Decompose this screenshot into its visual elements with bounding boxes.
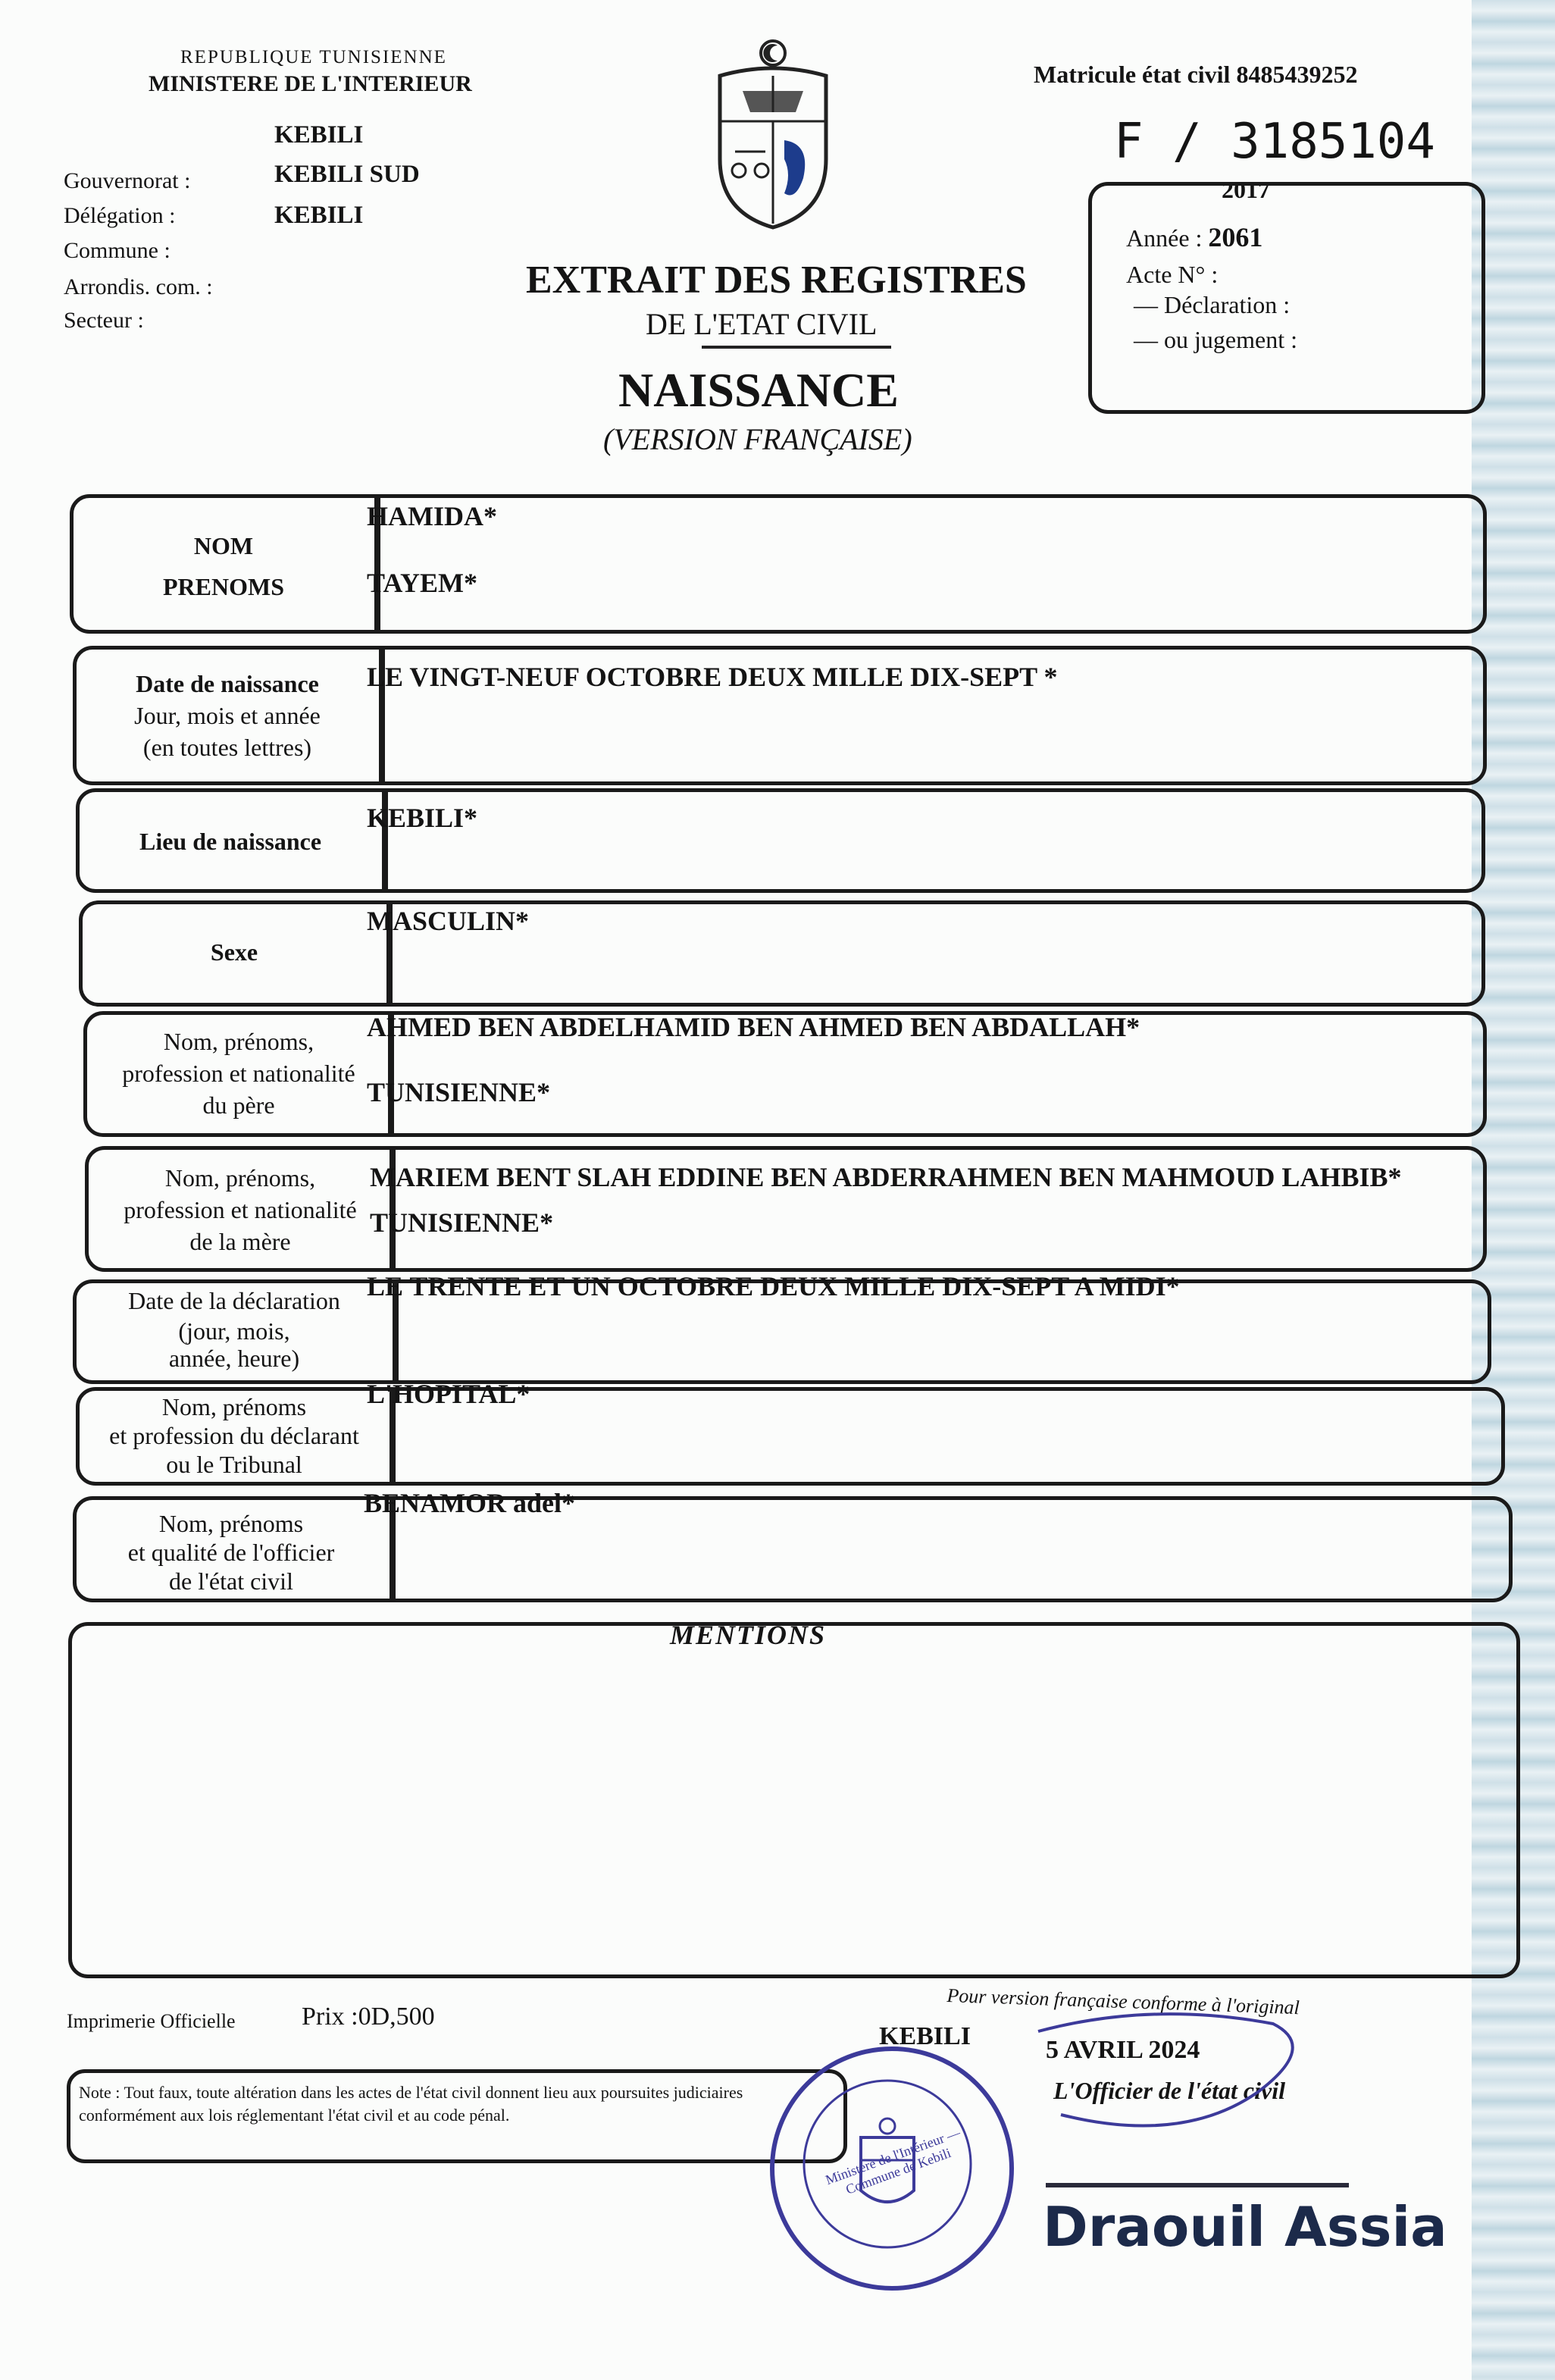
pere-nationality-value: TUNISIENNE*	[367, 1077, 551, 1107]
mere-label-2: profession et nationalité	[124, 1196, 357, 1223]
title-extrait: EXTRAIT DES REGISTRES	[526, 258, 1027, 302]
annee-label: Année :	[1126, 224, 1203, 252]
stamp-text: Ministère de l'Intérieur — Commune de Kebili	[823, 2125, 962, 2197]
row-nom-prenoms	[70, 494, 1487, 634]
signature-scribble	[1031, 2001, 1319, 2153]
decl-label-2: (jour, mois,	[178, 1317, 290, 1345]
mere-nationality-value: TUNISIENNE*	[370, 1207, 554, 1238]
republic-label: REPUBLIQUE TUNISIENNE	[180, 47, 447, 67]
official-stamp	[770, 2046, 1014, 2291]
officer-title: L'Officier de l'état civil	[1053, 2077, 1285, 2104]
annee-value: 2061	[1208, 222, 1263, 252]
lieu-value: KEBILI*	[367, 803, 478, 833]
officier-value: BENAMOR adel*	[364, 1488, 575, 1518]
coat-of-arms-emblem	[712, 30, 834, 235]
officier-label-2: et qualité de l'officier	[127, 1539, 335, 1566]
signature-rule	[1046, 2183, 1349, 2187]
imprimerie-label: Imprimerie Officielle	[67, 2010, 236, 2032]
dob-value: LE VINGT-NEUF OCTOBRE DEUX MILLE DIX-SEPT *	[367, 662, 1058, 692]
decl-value: LE TRENTE ET UN OCTOBRE DEUX MILLE DIX-SEPT A MIDI*	[367, 1271, 1180, 1301]
ministry-label: MINISTERE DE L'INTERIEUR	[149, 71, 472, 96]
declaration-label: — Déclaration :	[1134, 291, 1291, 318]
declarant-label-2: et profession du déclarant	[109, 1422, 359, 1449]
prix-label: Prix :0D,500	[302, 2003, 435, 2031]
declarant-label-3: ou le Tribunal	[166, 1451, 302, 1478]
issue-date: 5 AVRIL 2024	[1046, 2036, 1200, 2064]
signature-name: Draouil Assia	[1043, 2195, 1447, 2259]
commune-label: Commune :	[64, 238, 171, 263]
matricule-label: Matricule état civil	[1034, 61, 1231, 88]
mentions-box	[68, 1622, 1520, 1978]
pere-label-2: profession et nationalité	[122, 1060, 355, 1087]
nom-value: HAMIDA*	[367, 501, 497, 531]
note-text: Note : Tout faux, toute altération dans les actes de l'état civil donnent lieu aux poursuites judiciaires conformément aux lois réglementant l'état civil et au code pénal.	[79, 2083, 743, 2125]
pere-name-value: AHMED BEN ABDELHAMID BEN AHMED BEN ABDALLAH*	[367, 1012, 1140, 1042]
mere-name-value: MARIEM BENT SLAH EDDINE BEN ABDERRAHMEN BEN MAHMOUD LAHBIB*	[370, 1162, 1402, 1192]
pere-label-1: Nom, prénoms,	[163, 1028, 314, 1055]
gouvernorat-label: Gouvernorat :	[64, 168, 191, 193]
declarant-label-1: Nom, prénoms	[161, 1393, 307, 1420]
dob-label: Date de naissance	[136, 670, 319, 697]
jugement-label: — ou jugement :	[1134, 326, 1297, 353]
secteur-label: Secteur :	[64, 308, 144, 333]
arrondissement-label: Arrondis. com. :	[64, 274, 213, 299]
title-version: (VERSION FRANÇAISE)	[603, 422, 912, 456]
declarant-value: L'HOPITAL*	[367, 1379, 530, 1409]
title-underline	[702, 346, 891, 349]
lieu-label: Lieu de naissance	[139, 828, 322, 855]
delegation-label: Délégation :	[64, 203, 176, 228]
mentions-title: MENTIONS	[670, 1620, 827, 1650]
decl-label-3: année, heure)	[168, 1345, 300, 1372]
reference-year: 2017	[1222, 176, 1270, 203]
matricule-value: 8485439252	[1236, 61, 1358, 88]
officier-label-1: Nom, prénoms	[158, 1510, 304, 1537]
place-value: KEBILI	[879, 2022, 971, 2050]
admin-top-value: KEBILI	[274, 121, 364, 149]
decl-label-1: Date de la déclaration	[128, 1287, 340, 1314]
delegation-value: KEBILI	[274, 202, 364, 229]
title-etat-civil: DE L'ETAT CIVIL	[646, 307, 878, 341]
mere-label-3: de la mère	[189, 1228, 291, 1255]
sexe-label: Sexe	[210, 938, 258, 966]
title-naissance: NAISSANCE	[618, 363, 899, 417]
gouvernorat-value: KEBILI SUD	[274, 161, 420, 188]
mere-label-1: Nom, prénoms,	[164, 1164, 316, 1192]
dob-sublabel: Jour, mois et année	[134, 702, 321, 729]
acte-number-label: Acte N° :	[1126, 261, 1219, 288]
version-note: Pour version française conforme à l'original	[946, 1984, 1300, 2019]
pere-label-3: du père	[202, 1091, 275, 1119]
prenoms-label: PRENOMS	[163, 573, 284, 600]
dob-sublabel-2: (en toutes lettres)	[142, 734, 312, 761]
prenoms-value: TAYEM*	[367, 568, 478, 598]
officier-label-3: de l'état civil	[169, 1567, 293, 1595]
sexe-value: MASCULIN*	[367, 906, 530, 936]
reference-number: F / 3185104	[1114, 114, 1435, 170]
nom-label: NOM	[193, 532, 254, 559]
